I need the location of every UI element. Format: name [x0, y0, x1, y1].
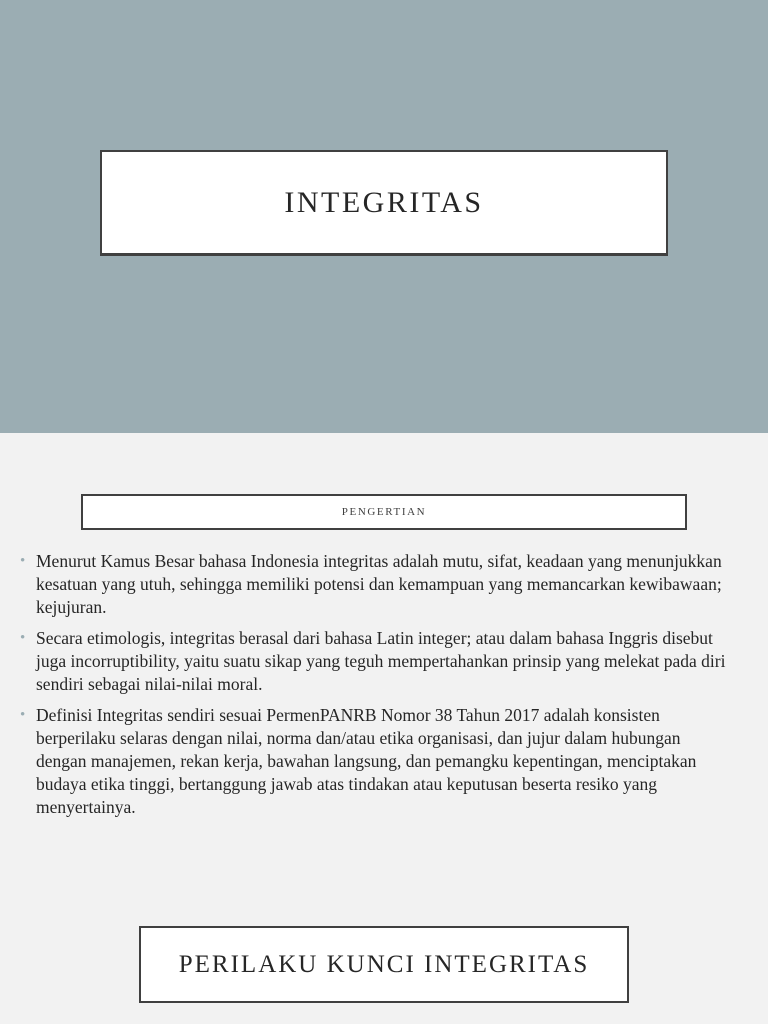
bullet-text: Secara etimologis, integritas berasal dari bahasa Latin integer; atau dalam bahasa Inggris disebut juga incorruptibility, yaitu suatu sikap yang teguh mempertahankan prinsip yang melekat pada diri sendiri sebagai nilai-nilai moral. — [36, 628, 726, 694]
content-slide — [0, 433, 768, 1024]
subtitle-box — [81, 494, 687, 530]
bullet-text: Definisi Integritas sendiri sesuai PermenPANRB Nomor 38 Tahun 2017 adalah konsisten berperilaku selaras dengan nilai, norma dan/atau etika organisasi, dan jujur dalam hubungan dengan manajemen, rekan kerja, bawahan langsung, dan pemangku kepentingan, menciptakan budaya etika tinggi, bertanggung jawab atas tindakan atau keputusan beserta resiko yang menyertainya. — [36, 705, 697, 817]
section-heading: PERILAKU KUNCI INTEGRITAS — [178, 950, 590, 978]
bullet-item — [20, 550, 730, 619]
title-box — [100, 150, 668, 256]
bullet-list — [20, 550, 730, 827]
bullet-marker: • — [20, 630, 26, 646]
title-slide — [0, 0, 768, 433]
slide-subtitle: PENGERTIAN — [341, 506, 427, 518]
bullet-marker: • — [20, 553, 26, 569]
slide-title: INTEGRITAS — [284, 185, 484, 219]
bullet-marker: • — [20, 707, 26, 723]
bullet-item — [20, 627, 730, 696]
bullet-item — [20, 704, 730, 819]
bullet-text: Menurut Kamus Besar bahasa Indonesia integritas adalah mutu, sifat, keadaan yang menunjukkan kesatuan yang utuh, sehingga memiliki potensi dan kemampuan yang memancarkan kewibawaan; kejujuran. — [36, 551, 722, 617]
section-heading-box — [139, 926, 629, 1003]
